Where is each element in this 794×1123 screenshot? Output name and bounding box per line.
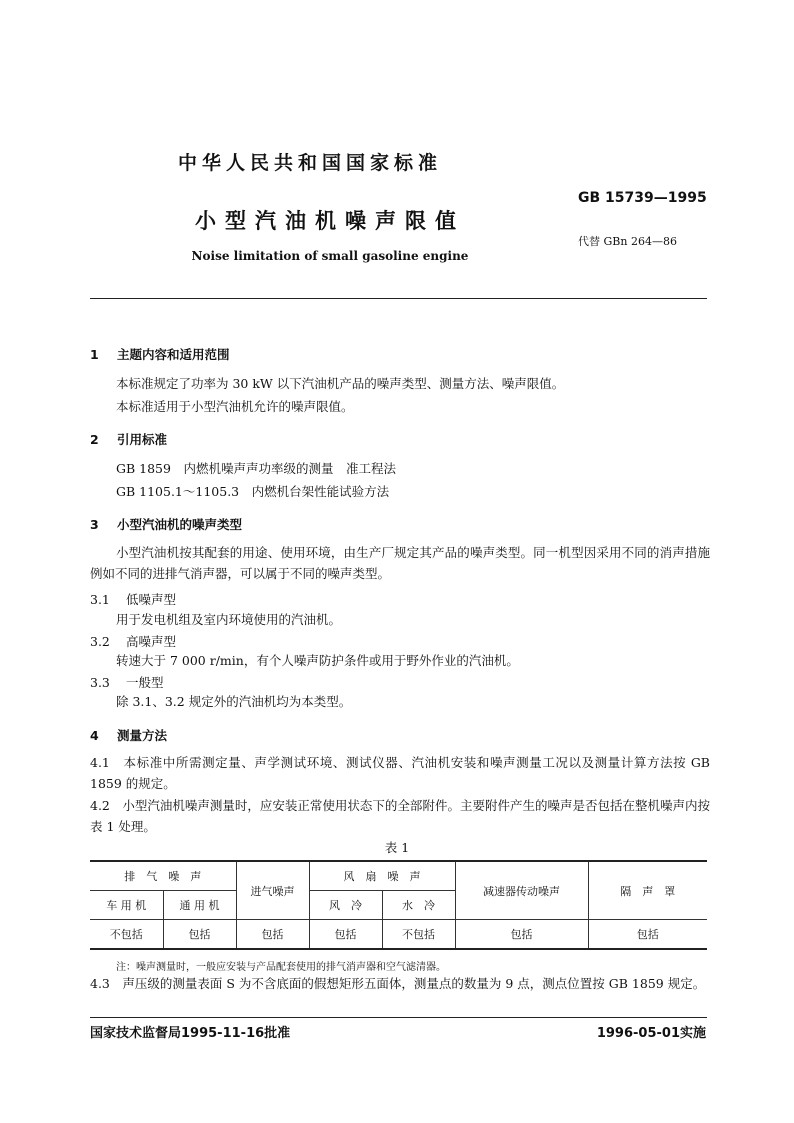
table-cell: 包括 xyxy=(309,920,382,950)
subsection-4-3: 4.3 声压级的测量表面 S 为不含底面的假想矩形五面体，测量点的数量为 9 点，测点位置按 GB 1859 规定。 xyxy=(90,976,706,991)
subsection-3-1-text: 用于发电机组及室内环境使用的汽油机。 xyxy=(116,612,342,627)
footer-divider xyxy=(90,1017,707,1018)
effective-date: 1996-05-01实施 xyxy=(596,1026,706,1041)
table-row xyxy=(90,920,707,950)
subsection-4-2: 4.2 小型汽油机噪声测量时，应安装正常使用状态下的全部附件。主要附件产生的噪声是否包括在整机噪声内按表 1 处理。 xyxy=(90,798,710,834)
replaces-note: 代替 GBn 264—86 xyxy=(578,235,677,248)
subsection-3-1-heading xyxy=(90,590,176,608)
subsection-title: 低噪声型 xyxy=(126,592,177,607)
table-cell: 包括 xyxy=(163,920,236,950)
table-cell: 包括 xyxy=(236,920,309,950)
table-note: 注：噪声测量时，一般应安装与产品配套使用的排气消声器和空气滤清器。 xyxy=(116,962,446,973)
section-number: 3 xyxy=(90,517,99,532)
table-cell: 不包括 xyxy=(382,920,455,950)
reference-2: GB 1105.1～1105.3 内燃机台架性能试验方法 xyxy=(116,484,390,499)
header-shroud: 隔 声 罩 xyxy=(588,861,707,920)
header-fan-noise: 风 扇 噪 声 xyxy=(309,861,455,891)
header-exhaust-noise: 排 气 噪 声 xyxy=(90,861,236,891)
header-intake-noise: 进气噪声 xyxy=(236,861,309,920)
table-caption: 表 1 xyxy=(384,840,410,855)
subsection-number: 3.3 xyxy=(90,675,110,690)
section-title: 引用标准 xyxy=(117,432,168,447)
subsection-3-3-text: 除 3.1、3.2 规定外的汽油机均为本类型。 xyxy=(116,694,352,709)
table-cell: 不包括 xyxy=(90,920,163,950)
section-title: 主题内容和适用范围 xyxy=(117,347,230,362)
subsection-number: 3.1 xyxy=(90,592,110,607)
header-air-cooled: 风 冷 xyxy=(309,891,382,920)
section-4-heading xyxy=(90,726,167,744)
section-1-para-2: 本标准适用于小型汽油机允许的噪声限值。 xyxy=(116,399,354,414)
subsection-3-2-text: 转速大于 7 000 r/min，有个人噪声防护条件或用于野外作业的汽油机。 xyxy=(116,653,519,668)
header-divider xyxy=(90,298,707,299)
document-title-english: Noise limitation of small gasoline engine xyxy=(191,249,469,263)
approval-note: 国家技术监督局1995-11-16批准 xyxy=(90,1026,291,1041)
standard-number: GB 15739—1995 xyxy=(578,190,707,206)
subsection-4-1: 4.1 本标准中所需测定量、声学测试环境、测试仪器、汽油机安装和噪声测量工况以及测量计算方法按 GB 1859 的规定。 xyxy=(90,755,710,791)
section-3-para: 小型汽油机按其配套的用途、使用环境，由生产厂规定其产品的噪声类型。同一机型因采用不同的消声措施例如不同的进排气消声器，可以属于不同的噪声类型。 xyxy=(90,545,710,581)
noise-table xyxy=(90,860,707,950)
section-title: 测量方法 xyxy=(117,728,168,743)
standard-title: 中华人民共和国国家标准 xyxy=(177,152,442,174)
section-number: 4 xyxy=(90,728,99,743)
section-number: 2 xyxy=(90,432,99,447)
section-3-heading xyxy=(90,515,242,533)
section-1-heading xyxy=(90,345,230,363)
header-general-use: 通 用 机 xyxy=(163,891,236,920)
header-water-cooled: 水 冷 xyxy=(382,891,455,920)
table-header-row xyxy=(90,861,707,891)
section-title: 小型汽油机的噪声类型 xyxy=(117,517,243,532)
section-1-para-1: 本标准规定了功率为 30 kW 以下汽油机产品的噪声类型、测量方法、噪声限值。 xyxy=(116,376,565,391)
header-reducer-noise: 减速器传动噪声 xyxy=(455,861,588,920)
table-cell: 包括 xyxy=(588,920,707,950)
subsection-3-3-heading xyxy=(90,673,164,691)
header-vehicle-use: 车 用 机 xyxy=(90,891,163,920)
section-2-heading xyxy=(90,430,167,448)
subsection-3-2-heading xyxy=(90,632,176,650)
reference-1: GB 1859 内燃机噪声声功率级的测量 准工程法 xyxy=(116,461,396,476)
subsection-title: 高噪声型 xyxy=(126,634,177,649)
table-cell: 包括 xyxy=(455,920,588,950)
subsection-title: 一般型 xyxy=(126,675,164,690)
document-title: 小型汽油机噪声限值 xyxy=(195,209,465,233)
section-number: 1 xyxy=(90,347,99,362)
subsection-number: 3.2 xyxy=(90,634,110,649)
